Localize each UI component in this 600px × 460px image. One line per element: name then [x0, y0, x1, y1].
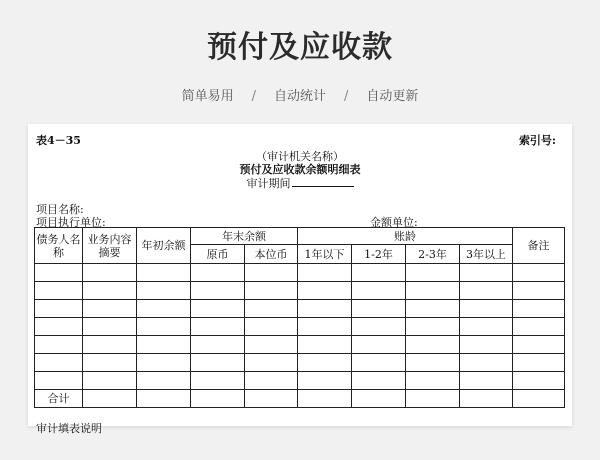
table-cell[interactable] [406, 300, 460, 318]
table-row [35, 354, 565, 372]
table-cell[interactable] [245, 282, 298, 300]
table-cell[interactable] [513, 354, 565, 372]
col-year-end-balance: 年末余额 [191, 228, 298, 245]
col-debtor: 债务人名称 [35, 228, 83, 264]
table-cell[interactable] [406, 264, 460, 282]
table-cell[interactable] [35, 336, 83, 354]
table-cell[interactable] [513, 372, 565, 390]
table-cell[interactable] [298, 390, 352, 408]
table-cell[interactable] [513, 282, 565, 300]
separator: / [251, 89, 256, 104]
table-cell[interactable] [298, 318, 352, 336]
table-cell[interactable] [298, 372, 352, 390]
table-cell[interactable] [406, 372, 460, 390]
table-row [35, 282, 565, 300]
table-cell[interactable] [137, 264, 191, 282]
table-cell[interactable] [137, 300, 191, 318]
table-cell[interactable] [513, 318, 565, 336]
table-cell[interactable] [298, 336, 352, 354]
feature-easy: 简单易用 [181, 89, 234, 104]
audit-period-label: 审计期间 [246, 177, 291, 190]
organization-name: （审计机关名称） [256, 150, 344, 163]
table-cell[interactable] [137, 354, 191, 372]
table-cell[interactable] [83, 336, 137, 354]
table-cell[interactable] [513, 390, 565, 408]
table-cell[interactable] [352, 300, 406, 318]
table-cell[interactable] [35, 264, 83, 282]
detail-table [34, 227, 565, 408]
table-cell[interactable] [245, 372, 298, 390]
table-cell[interactable] [83, 318, 137, 336]
table-cell[interactable] [137, 282, 191, 300]
col-summary: 业务内容摘要 [83, 228, 137, 264]
table-cell[interactable] [191, 372, 245, 390]
table-cell[interactable] [460, 264, 513, 282]
table-cell[interactable] [245, 318, 298, 336]
table-cell[interactable] [513, 300, 565, 318]
table-row [35, 264, 565, 282]
table-cell[interactable] [298, 300, 352, 318]
table-cell[interactable] [406, 354, 460, 372]
table-cell[interactable] [352, 282, 406, 300]
separator: / [344, 89, 349, 104]
table-cell[interactable] [191, 264, 245, 282]
audit-period-blank[interactable] [292, 176, 354, 187]
table-cell[interactable] [245, 336, 298, 354]
col-remarks: 备注 [513, 228, 565, 264]
table-cell[interactable] [460, 282, 513, 300]
header-row [35, 228, 565, 245]
table-cell[interactable] [460, 390, 513, 408]
table-cell[interactable] [298, 282, 352, 300]
table-cell[interactable] [83, 264, 137, 282]
table-cell[interactable] [352, 336, 406, 354]
table-cell[interactable] [245, 264, 298, 282]
project-unit-label: 项目执行单位: [36, 216, 106, 229]
sub-over-3-years: 3年以上 [460, 245, 513, 264]
table-cell[interactable] [406, 336, 460, 354]
table-cell[interactable] [352, 354, 406, 372]
table-cell[interactable] [245, 390, 298, 408]
form-sheet [28, 124, 572, 435]
table-cell[interactable] [460, 318, 513, 336]
table-cell[interactable] [245, 300, 298, 318]
table-cell[interactable] [35, 300, 83, 318]
sub-under-1-year: 1年以下 [298, 245, 352, 264]
sub-1-2-years: 1-2年 [352, 245, 406, 264]
table-cell[interactable] [298, 354, 352, 372]
table-cell[interactable] [35, 354, 83, 372]
amount-unit-label: 金额单位: [370, 216, 418, 229]
table-cell[interactable] [513, 264, 565, 282]
table-cell[interactable] [191, 354, 245, 372]
audit-period [28, 175, 572, 191]
table-cell[interactable] [83, 300, 137, 318]
page-title: 预付及应收款 [207, 30, 393, 65]
sub-original-currency: 原币 [191, 245, 245, 264]
table-row [35, 372, 565, 390]
sub-base-currency: 本位币 [245, 245, 298, 264]
table-row [35, 318, 565, 336]
table-cell[interactable] [191, 300, 245, 318]
table-cell[interactable] [460, 300, 513, 318]
table-cell[interactable] [137, 372, 191, 390]
col-opening-balance: 年初余额 [137, 228, 191, 264]
sub-2-3-years: 2-3年 [406, 245, 460, 264]
table-cell[interactable] [460, 354, 513, 372]
table-cell[interactable] [352, 264, 406, 282]
footnote: 审计填表说明 [36, 422, 102, 435]
feature-auto-update: 自动更新 [366, 89, 419, 104]
table-cell[interactable] [83, 282, 137, 300]
table-cell[interactable] [35, 318, 83, 336]
table-cell[interactable] [191, 282, 245, 300]
table-cell[interactable] [191, 390, 245, 408]
table-cell[interactable] [137, 318, 191, 336]
total-label: 合计 [35, 390, 83, 408]
table-row [35, 336, 565, 354]
project-name-label: 项目名称: [36, 203, 84, 216]
table-cell[interactable] [191, 318, 245, 336]
table-cell[interactable] [191, 336, 245, 354]
table-cell[interactable] [137, 336, 191, 354]
blank-rows [35, 264, 565, 390]
table-cell[interactable] [406, 282, 460, 300]
table-cell[interactable] [245, 354, 298, 372]
table-cell[interactable] [460, 372, 513, 390]
table-cell[interactable] [352, 390, 406, 408]
document-title: 预付及应收款余额明细表 [239, 163, 361, 176]
table-cell[interactable] [352, 318, 406, 336]
table-cell[interactable] [137, 390, 191, 408]
col-aging: 账龄 [298, 228, 513, 245]
table-cell[interactable] [298, 264, 352, 282]
table-cell[interactable] [406, 390, 460, 408]
table-cell[interactable] [352, 372, 406, 390]
table-row [35, 300, 565, 318]
table-cell[interactable] [35, 282, 83, 300]
form-code: 表4－35 [36, 134, 81, 147]
table-cell[interactable] [83, 354, 137, 372]
total-row [35, 390, 565, 408]
table-cell[interactable] [35, 372, 83, 390]
index-number-label: 索引号: [518, 134, 556, 147]
table-cell[interactable] [406, 318, 460, 336]
table-cell[interactable] [83, 372, 137, 390]
table-cell[interactable] [83, 390, 137, 408]
table-cell[interactable] [460, 336, 513, 354]
table-cell[interactable] [513, 336, 565, 354]
feature-auto-stats: 自动统计 [273, 89, 326, 104]
feature-tagline [0, 85, 600, 104]
